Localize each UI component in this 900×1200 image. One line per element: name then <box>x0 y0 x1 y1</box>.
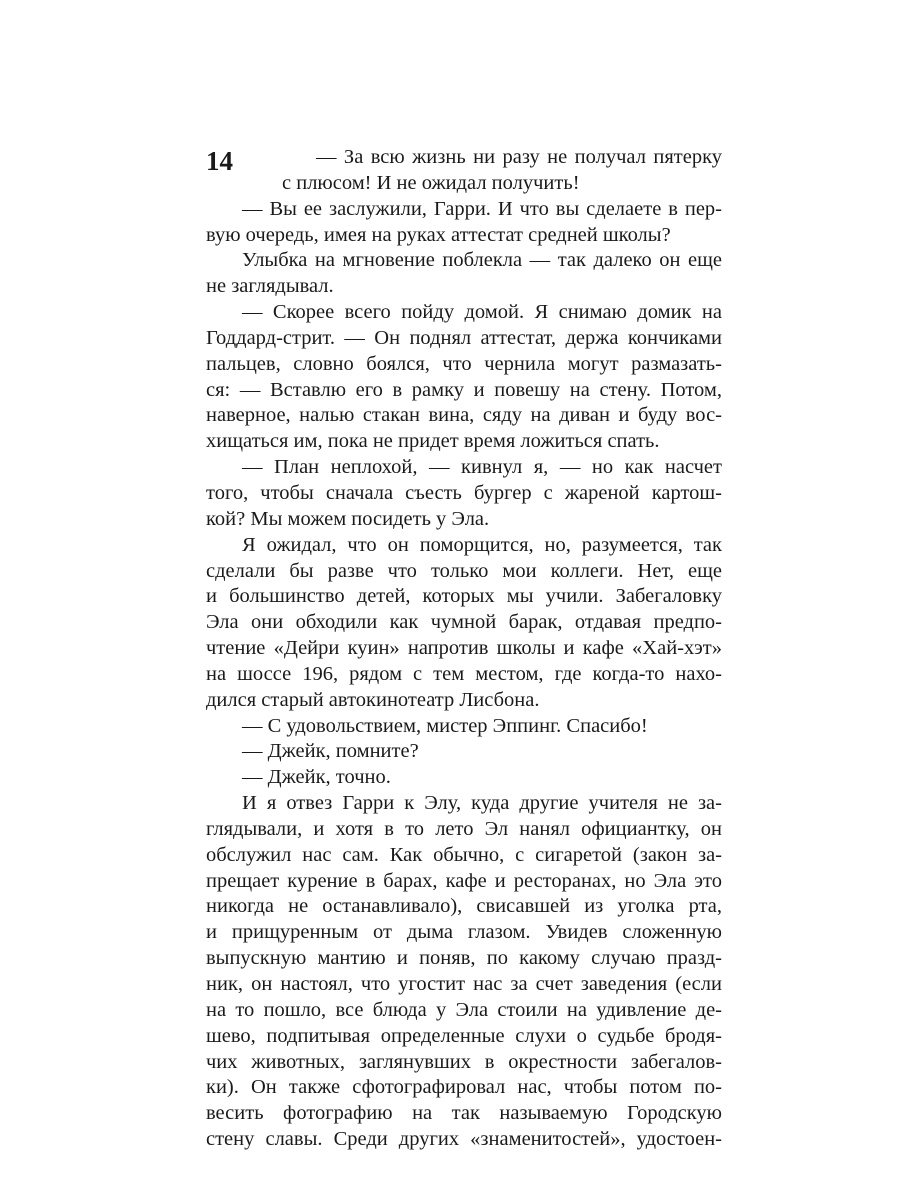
text-line: — Джейк, точно. <box>242 766 391 789</box>
text-line: наверное, налью стакан вина, сяду на диван и буду вос- <box>206 404 722 427</box>
text-line: и прищуренным от дыма глазом. Увидев сложенную <box>206 921 722 944</box>
text-line: на шоссе 196, рядом с тем местом, где когда-то нахо- <box>206 662 722 685</box>
text-line: обслужил нас сам. Как обычно, с сигаретой (закон за- <box>206 843 722 866</box>
text-line: Я ожидал, что он поморщится, но, разумеется, так <box>242 533 722 556</box>
text-line: — Скорее всего пойду домой. Я снимаю домик на <box>242 301 722 324</box>
text-line: стену славы. Среди других «знаменитостей», удостоен- <box>206 1128 722 1151</box>
text-line: — Джейк, помните? <box>242 740 419 763</box>
text-line: хищаться им, пока не придет время ложиться спать. <box>206 430 660 453</box>
text-line: чтение «Дейри куин» напротив школы и кафе «Хай-хэт» <box>206 637 722 660</box>
text-line: Эла они обходили как чумной барак, отдавая предпо- <box>206 611 722 634</box>
text-line: с плюсом! И не ожидал получить! <box>282 171 580 194</box>
text-line: кой? Мы можем посидеть у Эла. <box>206 507 490 530</box>
text-line: на то пошло, все блюда у Эла стоили на удивление де- <box>206 998 722 1021</box>
text-line: дился старый автокинотеатр Лисбона. <box>206 688 540 711</box>
text-line: — С удовольствием, мистер Эппинг. Спасибо! <box>242 714 648 737</box>
text-line: чих животных, заглянувших в окрестности забегалов- <box>206 1050 722 1073</box>
text-line: никогда не останавливало), свисавшей из уголка рта, <box>206 895 722 918</box>
text-line: шево, подпитывая определенные слухи о судьбе бродя- <box>206 1024 722 1047</box>
text-line: прещает курение в барах, кафе и ресторанах, но Эла это <box>206 869 722 892</box>
text-line: того, чтобы сначала съесть бургер с жареной картош- <box>206 481 722 504</box>
text-line: Годдард-стрит. — Он поднял аттестат, держа кончиками <box>206 326 722 349</box>
text-line: И я отвез Гарри к Элу, куда другие учителя не за- <box>242 792 722 815</box>
text-line: выпускную мантию и поняв, по какому случаю празд- <box>206 947 722 970</box>
text-line: ся: — Вставлю его в рамку и повешу на стену. Потом, <box>206 378 722 401</box>
text-line: — Вы ее заслужили, Гарри. И что вы сделаете в пер- <box>242 197 722 220</box>
text-line: ник, он настоял, что угостит нас за счет заведения (если <box>206 973 722 995</box>
text-line: и большинство детей, которых мы учили. Забегаловку <box>206 585 722 608</box>
text-line: вую очередь, имея на руках аттестат средней школы? <box>206 223 671 246</box>
text-line: пальцев, словно боялся, что чернила могут размазать- <box>206 352 722 375</box>
text-line: ки). Он также сфотографировал нас, чтобы потом по- <box>206 1076 722 1099</box>
page-number: 14 <box>206 146 233 176</box>
text-line: не заглядывал. <box>206 275 334 298</box>
text-line: весить фотографию на так называемую Городскую <box>206 1102 722 1125</box>
text-line: — За всю жизнь ни разу не получал пятерку <box>316 146 722 168</box>
text-line: Улыбка на мгновение поблекла — так далеко он еще <box>242 249 722 272</box>
text-line: сделали бы разве что только мои коллеги. Нет, еще <box>206 559 722 582</box>
text-line: глядывали, и хотя в то лето Эл нанял официантку, он <box>206 817 722 840</box>
text-line: — План неплохой, — кивнул я, — но как насчет <box>242 456 722 479</box>
body-text <box>206 145 722 1153</box>
